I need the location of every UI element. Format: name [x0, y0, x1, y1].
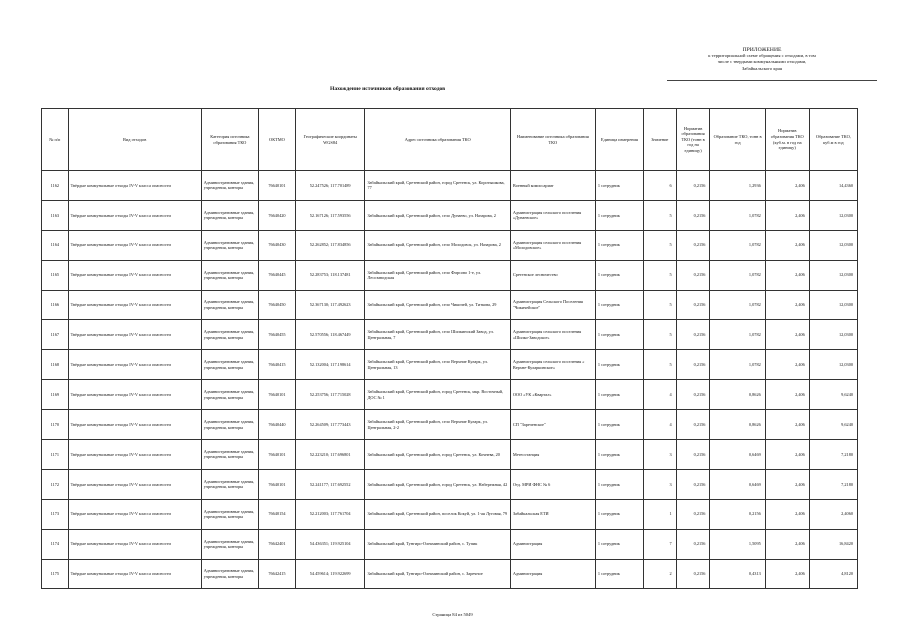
cell-value: 5 [643, 200, 676, 230]
cell-norm-m3: 2,406 [765, 499, 809, 529]
cell-norm-t: 0,2156 [676, 469, 710, 499]
cell-gen-m3: 2,4060 [809, 499, 857, 529]
cell-num: 1171 [42, 440, 69, 470]
table-row [42, 290, 858, 320]
cell-num: 1168 [42, 350, 69, 380]
cell-gen-t: 1,0782 [710, 350, 765, 380]
cell-waste: Твёрдые коммунальные отходы IV-V класса опасности [68, 380, 201, 410]
cell-gen-m3: 12,0300 [809, 260, 857, 290]
cell-address: Забайкальский край, Сретенский район, село Фирсово 1-е, ул. Лесозаводская [365, 260, 510, 290]
cell-value: 2 [643, 559, 676, 589]
cell-oktmo: 76640101 [259, 380, 296, 410]
cell-gen-m3: 12,0300 [809, 350, 857, 380]
cell-gen-t: 1,0782 [710, 200, 765, 230]
cell-gen-t: 0,8626 [710, 380, 765, 410]
cell-oktmo: 76640415 [259, 350, 296, 380]
table-body [42, 171, 858, 589]
cell-norm-t: 0,2156 [676, 171, 710, 201]
header-value: Значение [643, 109, 676, 171]
cell-gen-m3: 16,8420 [809, 529, 857, 559]
cell-coords: 52.247526; 117.701489 [295, 171, 365, 201]
cell-unit: 1 сотрудник [595, 440, 643, 470]
cell-norm-t: 0,2156 [676, 529, 710, 559]
header-gen-m3: Образование ТКО, куб.м в год [809, 109, 857, 171]
cell-coords: 54.459614; 119.922699 [295, 559, 365, 589]
cell-num: 1164 [42, 230, 69, 260]
cell-gen-t: 0,4313 [710, 559, 765, 589]
cell-waste: Твёрдые коммунальные отходы IV-V класса опасности [68, 290, 201, 320]
cell-norm-t: 0,2156 [676, 559, 710, 589]
cell-num: 1167 [42, 320, 69, 350]
cell-coords: 52.241177; 117.692552 [295, 469, 365, 499]
cell-source: ООО «УК «Квартал» [510, 380, 595, 410]
cell-coords: 54.436351; 119.925104 [295, 529, 365, 559]
cell-norm-m3: 2,406 [765, 171, 809, 201]
cell-source: Администрация сельского поселения «Шилко-Заводское» [510, 320, 595, 350]
cell-oktmo: 76640420 [259, 200, 296, 230]
cell-source: Военный комиссариат [510, 171, 595, 201]
cell-num: 1163 [42, 200, 69, 230]
cell-gen-m3: 7,2180 [809, 469, 857, 499]
cell-waste: Твёрдые коммунальные отходы IV-V класса опасности [68, 260, 201, 290]
cell-value: 4 [643, 380, 676, 410]
cell-unit: 1 сотрудник [595, 350, 643, 380]
cell-unit: 1 сотрудник [595, 171, 643, 201]
cell-category: Административные здания, учреждения, конторы [201, 290, 258, 320]
cell-category: Административные здания, учреждения, конторы [201, 440, 258, 470]
cell-norm-t: 0,2156 [676, 200, 710, 230]
cell-oktmo: 76642415 [259, 559, 296, 589]
cell-category: Административные здания, учреждения, конторы [201, 171, 258, 201]
cell-unit: 1 сотрудник [595, 200, 643, 230]
cell-category: Административные здания, учреждения, конторы [201, 320, 258, 350]
table-row [42, 529, 858, 559]
cell-gen-m3: 14,4360 [809, 171, 857, 201]
cell-address: Забайкальский край, Сретенский район, село Верхние Куларк, ул. Центральная, 2-2 [365, 410, 510, 440]
cell-gen-m3: 12,0300 [809, 320, 857, 350]
table-row [42, 469, 858, 499]
appendix-title: ПРИЛОЖЕНИЕ [742, 47, 782, 53]
page-footer: Страница 84 из 5049 [432, 612, 473, 617]
cell-gen-t: 0,8626 [710, 410, 765, 440]
cell-norm-m3: 2,406 [765, 230, 809, 260]
cell-norm-m3: 2,406 [765, 260, 809, 290]
cell-unit: 1 сотрудник [595, 380, 643, 410]
cell-norm-t: 0,2156 [676, 499, 710, 529]
cell-oktmo: 76640430 [259, 230, 296, 260]
cell-waste: Твёрдые коммунальные отходы IV-V класса опасности [68, 469, 201, 499]
cell-value: 5 [643, 290, 676, 320]
cell-unit: 1 сотрудник [595, 320, 643, 350]
cell-oktmo: 76640445 [259, 260, 296, 290]
cell-gen-t: 1,5095 [710, 529, 765, 559]
cell-address: Забайкальский край, Сретенский район, город Сретенск, ул. Набережная, 42 [365, 469, 510, 499]
cell-value: 7 [643, 529, 676, 559]
cell-unit: 1 сотрудник [595, 260, 643, 290]
cell-category: Административные здания, учреждения, конторы [201, 559, 258, 589]
appendix-line-1: к территориальной схеме обращения с отходами, в том [708, 53, 816, 59]
cell-waste: Твёрдые коммунальные отходы IV-V класса опасности [68, 200, 201, 230]
cell-source: Администрация сельского поселения « Верхне-Куларкинское» [510, 350, 595, 380]
cell-coords: 52.223210; 117.696801 [295, 440, 365, 470]
cell-unit: 1 сотрудник [595, 529, 643, 559]
cell-norm-m3: 2,406 [765, 350, 809, 380]
cell-num: 1174 [42, 529, 69, 559]
cell-coords: 52.283753; 118.137481 [295, 260, 365, 290]
table-row [42, 320, 858, 350]
cell-waste: Твёрдые коммунальные отходы IV-V класса опасности [68, 559, 201, 589]
cell-num: 1173 [42, 499, 69, 529]
cell-oktmo: 76640101 [259, 171, 296, 201]
cell-source: Администрация Сельского Поселения "Чикичейское" [510, 290, 595, 320]
cell-oktmo: 76640101 [259, 469, 296, 499]
cell-coords: 52.570556; 118.467449 [295, 320, 365, 350]
table-row [42, 171, 858, 201]
cell-gen-t: 1,0782 [710, 320, 765, 350]
cell-gen-m3: 12,0300 [809, 230, 857, 260]
cell-num: 1170 [42, 410, 69, 440]
header-oktmo: ОКТМО [259, 109, 296, 171]
cell-source: Метеостанция [510, 440, 595, 470]
cell-value: 4 [643, 410, 676, 440]
document-title: Нахождение источников образования отходов [330, 86, 446, 92]
cell-unit: 1 сотрудник [595, 230, 643, 260]
cell-norm-m3: 2,406 [765, 290, 809, 320]
cell-norm-m3: 2,406 [765, 559, 809, 589]
cell-address: Забайкальский край, Сретенский район, село Дунаево, ул. Назарова, 2 [365, 200, 510, 230]
cell-oktmo: 76642401 [259, 529, 296, 559]
cell-waste: Твёрдые коммунальные отходы IV-V класса опасности [68, 440, 201, 470]
cell-coords: 52.262852; 117.834856 [295, 230, 365, 260]
appendix-rule [667, 80, 877, 81]
cell-num: 1166 [42, 290, 69, 320]
cell-norm-m3: 2,406 [765, 320, 809, 350]
cell-category: Административные здания, учреждения, конторы [201, 260, 258, 290]
table-row [42, 559, 858, 589]
cell-category: Административные здания, учреждения, конторы [201, 529, 258, 559]
table-row [42, 230, 858, 260]
cell-gen-t: 0,6469 [710, 440, 765, 470]
cell-source: Администрация сельского поселения «Дунаевское» [510, 200, 595, 230]
cell-norm-t: 0,2156 [676, 380, 710, 410]
cell-gen-t: 0,6469 [710, 469, 765, 499]
cell-category: Административные здания, учреждения, конторы [201, 230, 258, 260]
header-gen-t: Образование ТКО, тонн в год [710, 109, 765, 171]
cell-norm-m3: 2,406 [765, 200, 809, 230]
cell-address: Забайкальский край, Сретенский район, поселок Кокуй, ул. 1-ая Луговая, 79 [365, 499, 510, 529]
cell-address: Забайкальский край, Сретенский район, город Сретенск, ул. Кочнева, 20 [365, 440, 510, 470]
cell-coords: 52.367130; 117.492623 [295, 290, 365, 320]
cell-waste: Твёрдые коммунальные отходы IV-V класса опасности [68, 529, 201, 559]
cell-norm-t: 0,2156 [676, 290, 710, 320]
cell-source: Сретенское лесничество [510, 260, 595, 290]
table-row [42, 410, 858, 440]
cell-gen-m3: 12,0300 [809, 290, 857, 320]
cell-category: Административные здания, учреждения, конторы [201, 350, 258, 380]
cell-gen-t: 1,2936 [710, 171, 765, 201]
cell-source: Администрация сельского поселения «Молодовское» [510, 230, 595, 260]
header-category: Категория источника образования ТКО [201, 109, 258, 171]
header-address: Адрес источника образования ТКО [365, 109, 510, 171]
cell-coords: 52.212003; 117.761704 [295, 499, 365, 529]
cell-unit: 1 сотрудник [595, 410, 643, 440]
cell-value: 3 [643, 469, 676, 499]
cell-num: 1172 [42, 469, 69, 499]
cell-coords: 52.253756; 117.715028 [295, 380, 365, 410]
cell-num: 1169 [42, 380, 69, 410]
cell-oktmo: 76640455 [259, 320, 296, 350]
cell-address: Забайкальский край, Тунгиро-Олекминский район, с. Тупик [365, 529, 510, 559]
cell-num: 1165 [42, 260, 69, 290]
cell-unit: 1 сотрудник [595, 559, 643, 589]
cell-waste: Твёрдые коммунальные отходы IV-V класса опасности [68, 410, 201, 440]
header-waste: Вид отходов [68, 109, 201, 171]
header-coords: Географические координаты WGS84 [295, 109, 365, 171]
cell-num: 1175 [42, 559, 69, 589]
header-unit: Единица измерения [595, 109, 643, 171]
cell-value: 5 [643, 260, 676, 290]
cell-gen-m3: 12,0300 [809, 200, 857, 230]
cell-address: Забайкальский край, Сретенский район, село Чикичей, ул. Титкова, 29 [365, 290, 510, 320]
cell-waste: Твёрдые коммунальные отходы IV-V класса опасности [68, 350, 201, 380]
cell-waste: Твёрдые коммунальные отходы IV-V класса опасности [68, 499, 201, 529]
cell-value: 5 [643, 230, 676, 260]
cell-oktmo: 76640440 [259, 410, 296, 440]
cell-address: Забайкальский край, Сретенский район, село Шилкинский Завод, ул. Центральная, 7 [365, 320, 510, 350]
cell-source: СП "Зареченское" [510, 410, 595, 440]
cell-coords: 52.132004; 117.198614 [295, 350, 365, 380]
cell-category: Административные здания, учреждения, конторы [201, 469, 258, 499]
cell-norm-t: 0,2156 [676, 320, 710, 350]
cell-value: 3 [643, 440, 676, 470]
cell-value: 6 [643, 171, 676, 201]
appendix-block [677, 47, 847, 72]
header-num: № п/п [42, 109, 69, 171]
table-row [42, 200, 858, 230]
cell-norm-m3: 2,406 [765, 410, 809, 440]
cell-value: 5 [643, 350, 676, 380]
cell-category: Административные здания, учреждения, конторы [201, 200, 258, 230]
cell-gen-m3: 4,8120 [809, 559, 857, 589]
header-source: Наименование источника образования ТКО [510, 109, 595, 171]
cell-gen-m3: 9,6240 [809, 380, 857, 410]
cell-waste: Твёрдые коммунальные отходы IV-V класса опасности [68, 171, 201, 201]
cell-oktmo: 76640101 [259, 440, 296, 470]
cell-gen-t: 0,2156 [710, 499, 765, 529]
cell-unit: 1 сотрудник [595, 469, 643, 499]
cell-gen-t: 1,0782 [710, 290, 765, 320]
cell-gen-t: 1,0782 [710, 260, 765, 290]
table-row [42, 260, 858, 290]
header-norm-m3: Норматив образования ТКО (куб.м. в год на единицу) [765, 109, 809, 171]
table-row [42, 350, 858, 380]
cell-gen-t: 1,0782 [710, 230, 765, 260]
cell-norm-t: 0,2156 [676, 440, 710, 470]
cell-address: Забайкальский край, Сретенский район, город Сретенск, ул. Коротышкова, 77 [365, 171, 510, 201]
cell-coords: 52.264509; 117.773443 [295, 410, 365, 440]
cell-norm-t: 0,2156 [676, 230, 710, 260]
appendix-line-3: Забайкальского края [741, 65, 783, 71]
cell-norm-t: 0,2156 [676, 410, 710, 440]
cell-address: Забайкальский край, Сретенский район, город Сретенск, мкр. Восточный, ДОС № 1 [365, 380, 510, 410]
cell-unit: 1 сотрудник [595, 499, 643, 529]
cell-norm-m3: 2,406 [765, 529, 809, 559]
cell-waste: Твёрдые коммунальные отходы IV-V класса опасности [68, 320, 201, 350]
cell-address: Забайкальский край, Сретенский район, село Молодовск, ул. Назарова, 2 [365, 230, 510, 260]
cell-category: Административные здания, учреждения, конторы [201, 410, 258, 440]
cell-category: Административные здания, учреждения, конторы [201, 380, 258, 410]
cell-norm-m3: 2,406 [765, 469, 809, 499]
table-header-row [42, 109, 858, 171]
cell-norm-m3: 2,406 [765, 440, 809, 470]
cell-coords: 52.167126; 117.593556 [295, 200, 365, 230]
cell-value: 5 [643, 320, 676, 350]
cell-unit: 1 сотрудник [595, 290, 643, 320]
cell-norm-t: 0,2156 [676, 350, 710, 380]
cell-value: 1 [643, 499, 676, 529]
cell-num: 1162 [42, 171, 69, 201]
cell-source: Отд. МРИ ФНС № 6 [510, 469, 595, 499]
cell-oktmo: 76640450 [259, 290, 296, 320]
cell-source: Администрация [510, 559, 595, 589]
cell-category: Административные здания, учреждения, конторы [201, 499, 258, 529]
cell-norm-m3: 2,406 [765, 380, 809, 410]
cell-norm-t: 0,2156 [676, 260, 710, 290]
header-norm-t: Норматив образования ТКО (тонн в год на единицу) [676, 109, 710, 171]
cell-gen-m3: 7,2180 [809, 440, 857, 470]
cell-source: Администрация [510, 529, 595, 559]
table-row [42, 499, 858, 529]
table-row [42, 440, 858, 470]
sources-table [41, 108, 858, 589]
cell-address: Забайкальский край, Сретенский район, село Верхние Куларк, ул. Центральная, 13 [365, 350, 510, 380]
table-row [42, 380, 858, 410]
cell-oktmo: 76640154 [259, 499, 296, 529]
cell-gen-m3: 9,6240 [809, 410, 857, 440]
cell-waste: Твёрдые коммунальные отходы IV-V класса опасности [68, 230, 201, 260]
cell-source: Забайкальская ЕТИ [510, 499, 595, 529]
cell-address: Забайкальский край, Тунгиро-Олекминский район, с. Заречное [365, 559, 510, 589]
appendix-line-2: числе с твердыми коммунальными отходами, [717, 59, 807, 65]
